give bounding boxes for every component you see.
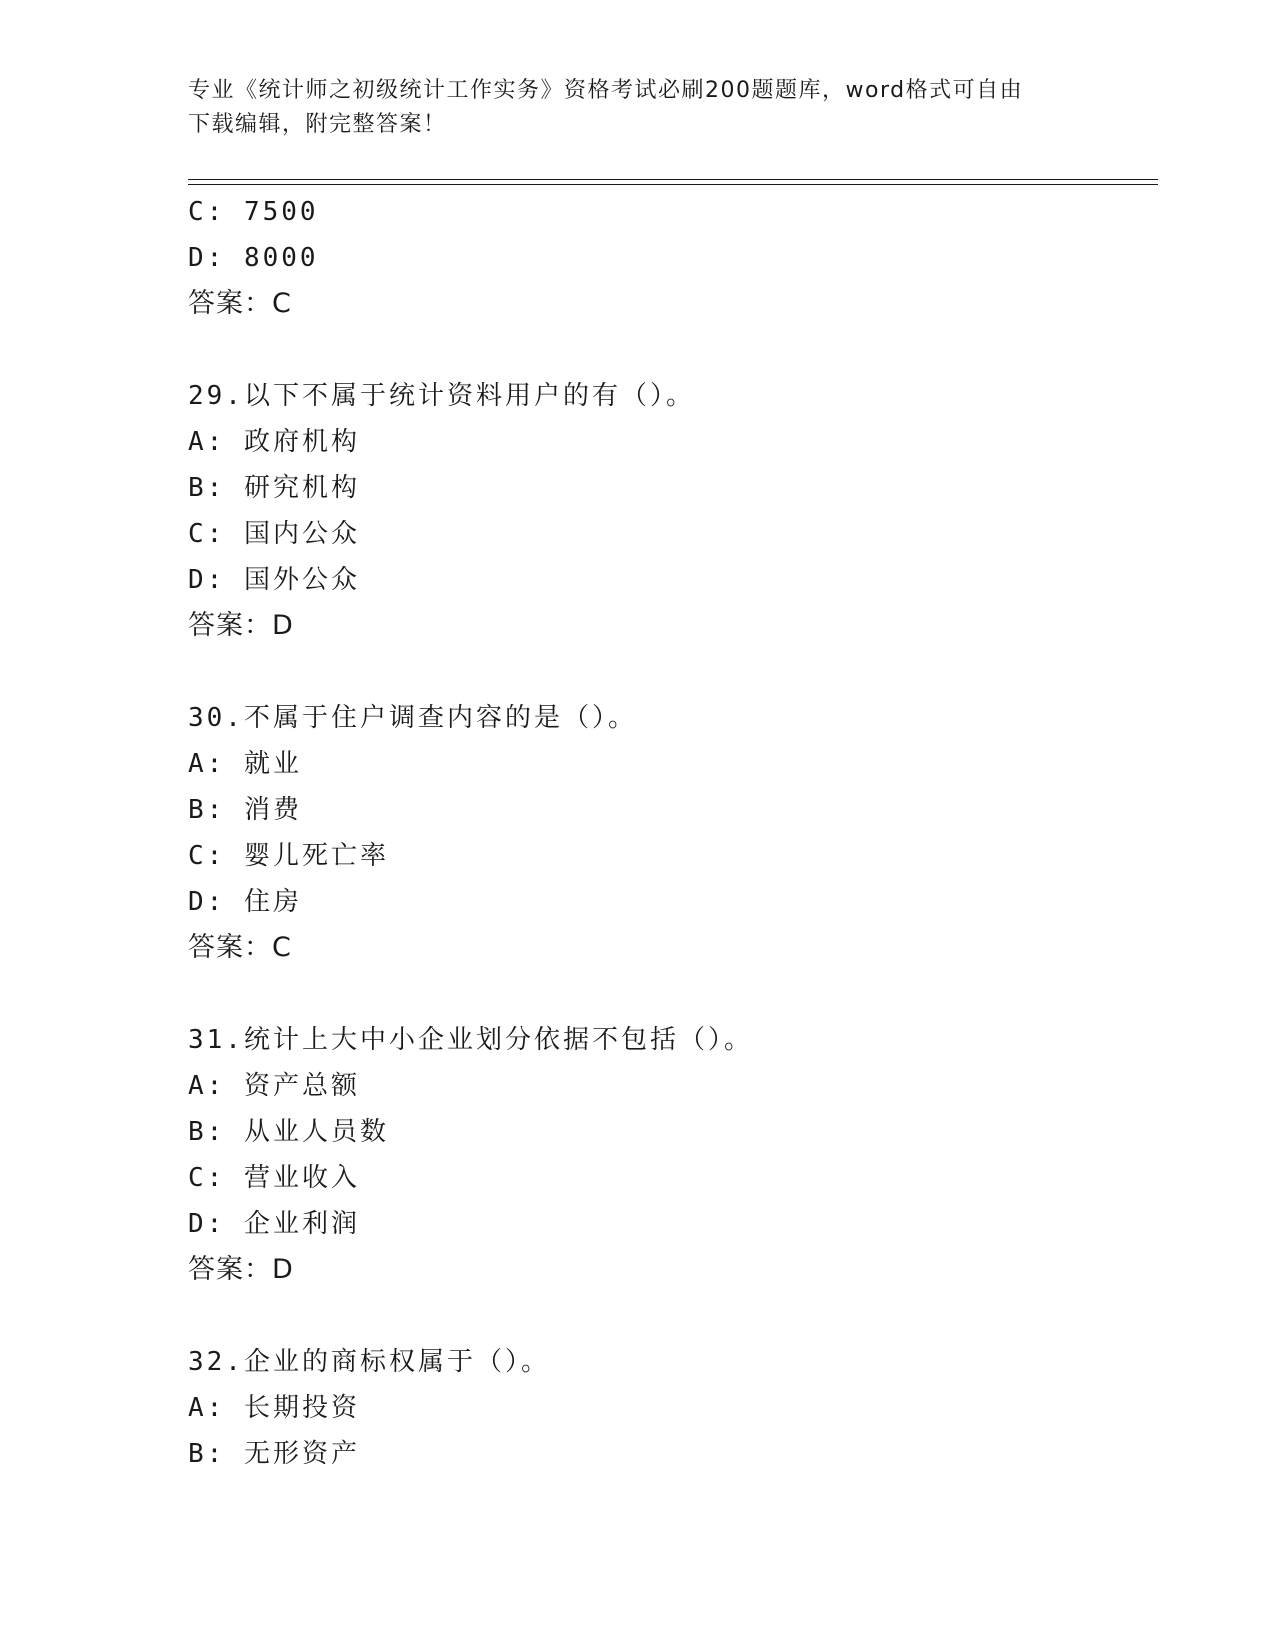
question-32 xyxy=(188,1339,1188,1477)
question-stem: 32.企业的商标权属于（）。 xyxy=(188,1347,550,1377)
header-title-line-1: 专业《统计师之初级统计工作实务》资格考试必刷200题题库，word格式可自由 xyxy=(188,78,1024,103)
document-header xyxy=(188,74,1088,142)
question-stem: 30.不属于住户调查内容的是（）。 xyxy=(188,703,637,733)
option-d: D: 8000 xyxy=(188,243,319,273)
option-d: D: 住房 xyxy=(188,887,302,917)
question-stem: 31.统计上大中小企业划分依据不包括（）。 xyxy=(188,1025,753,1055)
option-a: A: 资产总额 xyxy=(188,1071,360,1101)
option-d: D: 国外公众 xyxy=(188,565,360,595)
option-a: A: 政府机构 xyxy=(188,427,360,457)
question-stem: 29.以下不属于统计资料用户的有（）。 xyxy=(188,381,695,411)
option-d: D: 企业利润 xyxy=(188,1209,360,1239)
option-b: B: 从业人员数 xyxy=(188,1117,389,1147)
option-a: A: 长期投资 xyxy=(188,1393,360,1423)
header-divider xyxy=(188,179,1158,185)
answer-line: 答案：C xyxy=(188,288,292,319)
question-28-continuation xyxy=(188,189,1188,327)
option-c: C: 营业收入 xyxy=(188,1163,360,1193)
option-c: C: 7500 xyxy=(188,197,319,227)
answer-line: 答案：C xyxy=(188,932,292,963)
answer-line: 答案：D xyxy=(188,610,294,641)
question-30 xyxy=(188,695,1188,971)
answer-line: 答案：D xyxy=(188,1254,294,1285)
option-b: B: 消费 xyxy=(188,795,302,825)
option-b: B: 研究机构 xyxy=(188,473,360,503)
question-29 xyxy=(188,373,1188,649)
option-a: A: 就业 xyxy=(188,749,302,779)
header-title-line-2: 下载编辑，附完整答案！ xyxy=(188,112,447,137)
question-list xyxy=(188,189,1188,1477)
option-b: B: 无形资产 xyxy=(188,1439,360,1469)
option-c: C: 国内公众 xyxy=(188,519,360,549)
question-31 xyxy=(188,1017,1188,1293)
option-c: C: 婴儿死亡率 xyxy=(188,841,389,871)
